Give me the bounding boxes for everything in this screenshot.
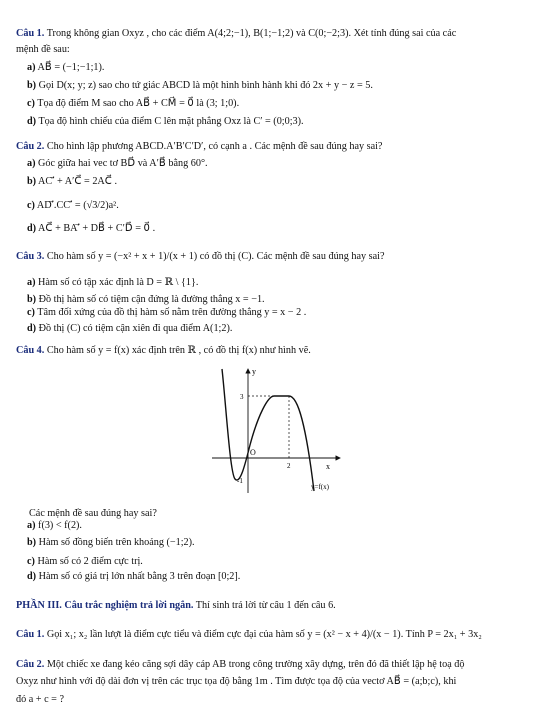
origin-label: O: [250, 448, 256, 457]
q3-label: Câu 3.: [16, 251, 45, 262]
q1-option-b: b) Gọi D(x; y; z) sao cho tứ giác ABCD là một hình bình hành khi đó 2x + y − z = 5.: [27, 80, 373, 91]
p3-question-2-line2: Oxyz như hình với độ dài đơn vị trên các trục tọa độ bằng 1m . Tìm được tọa độ của vectơ AB⃗ = (a;b;c), khi: [16, 676, 457, 687]
tick-minus1-label: -1: [237, 477, 243, 485]
q1-option-a: a) AB⃗ = (−1;−1;1).: [27, 62, 105, 73]
q4-option-c: c) Hàm số có 2 điểm cực trị.: [27, 556, 143, 567]
x-axis-label: x: [326, 462, 330, 471]
q1-stem-line2: mệnh đề sau:: [16, 44, 70, 55]
tick-2-label: 2: [287, 462, 291, 470]
q4-ask: Các mệnh đề sau đúng hay sai?: [29, 508, 157, 519]
q1-label: Câu 1.: [16, 28, 45, 39]
curve-label: y=f(x): [311, 483, 329, 491]
q2-stem: Câu 2. Cho hình lập phương ABCD.A′B′C′D′, có cạnh a . Các mệnh đề sau đúng hay sai?: [16, 141, 383, 152]
p3-question-1: Câu 1. Gọi x₁; x₂ lần lượt là điểm cực tiểu và điểm cực đại của hàm số y = (x² − x + 4)/(x − 1). Tính P = 2x₁ + 3x₂: [16, 629, 482, 640]
q4-option-d: d) Hàm số có giá trị lớn nhất bằng 3 trên đoạn [0;2].: [27, 571, 241, 582]
function-graph: [208, 365, 348, 500]
part3-heading: [16, 599, 336, 613]
q4-option-b: b) Hàm số đồng biến trên khoảng (−1;2).: [27, 537, 195, 548]
q4-label: Câu 4.: [16, 345, 45, 356]
part3-note: Thí sinh trả lời từ câu 1 đến câu 6.: [195, 600, 336, 611]
q2-option-a: a) Góc giữa hai vec tơ BD⃗ và A′B⃗ bằng 60°.: [27, 158, 208, 169]
p3-question-2-line3: đó a + c = ?: [16, 694, 64, 705]
q3-option-a: a) Hàm số có tập xác định là D = ℝ \ {1}.: [27, 277, 199, 288]
p3-question-2-line1: Câu 2. Một chiếc xe đang kéo căng sợi dây cáp AB trong công trường xây dựng, trên đó đã thiết lập hệ toạ độ: [16, 659, 465, 670]
q1-stem-line1: [16, 27, 456, 41]
q2-option-d: d) AC⃗ + BA′⃗ + DB⃗ + C′D⃗ = 0⃗ .: [27, 223, 156, 234]
q2-option-c: c) AD′⃗.CC′⃗ = (√3/2)a².: [27, 200, 119, 211]
q3-option-b: b) Đồ thị hàm số có tiệm cận đứng là đường thẳng x = −1.: [27, 294, 265, 305]
q4-option-a: a) f(3) < f(2).: [27, 520, 82, 531]
q2-option-b: b) AC′⃗ + A′C⃗ = 2AC⃗ .: [27, 176, 117, 187]
q1-option-d: d) Tọa độ hình chiếu của điểm C lên mặt phẳng Oxz là C′ = (0;0;3).: [27, 116, 304, 127]
q4-stem: Câu 4. Cho hàm số y = f(x) xác định trên ℝ , có đồ thị f(x) như hình vẽ.: [16, 345, 311, 356]
q3-option-d: d) Đồ thị (C) có tiệm cận xiên đi qua điểm A(1;2).: [27, 323, 233, 334]
q2-label: Câu 2.: [16, 141, 45, 152]
part3-title: PHẦN III. Câu trắc nghiệm trả lời ngắn.: [16, 600, 194, 611]
y-axis-label: y: [252, 367, 256, 376]
tick-3-label: 3: [240, 393, 244, 401]
q1-option-c: c) Tọa độ điểm M sao cho AB⃗ + CM⃗ = 0⃗ là (3; 1;0).: [27, 98, 240, 109]
curve-f: [222, 369, 314, 491]
q3-stem: Câu 3. Cho hàm số y = (−x² + x + 1)/(x + 1) có đồ thị (C). Các mệnh đề sau đúng hay sai?: [16, 251, 385, 262]
q1-stem-text: Trong không gian Oxyz , cho các điểm A(4;2;−1), B(1;−1;2) và C(0;−2;3). Xét tính đúng sai của các: [46, 28, 457, 39]
q3-option-c: c) Tâm đối xứng của đồ thị hàm số nằm trên đường thẳng y = x − 2 .: [27, 307, 307, 318]
